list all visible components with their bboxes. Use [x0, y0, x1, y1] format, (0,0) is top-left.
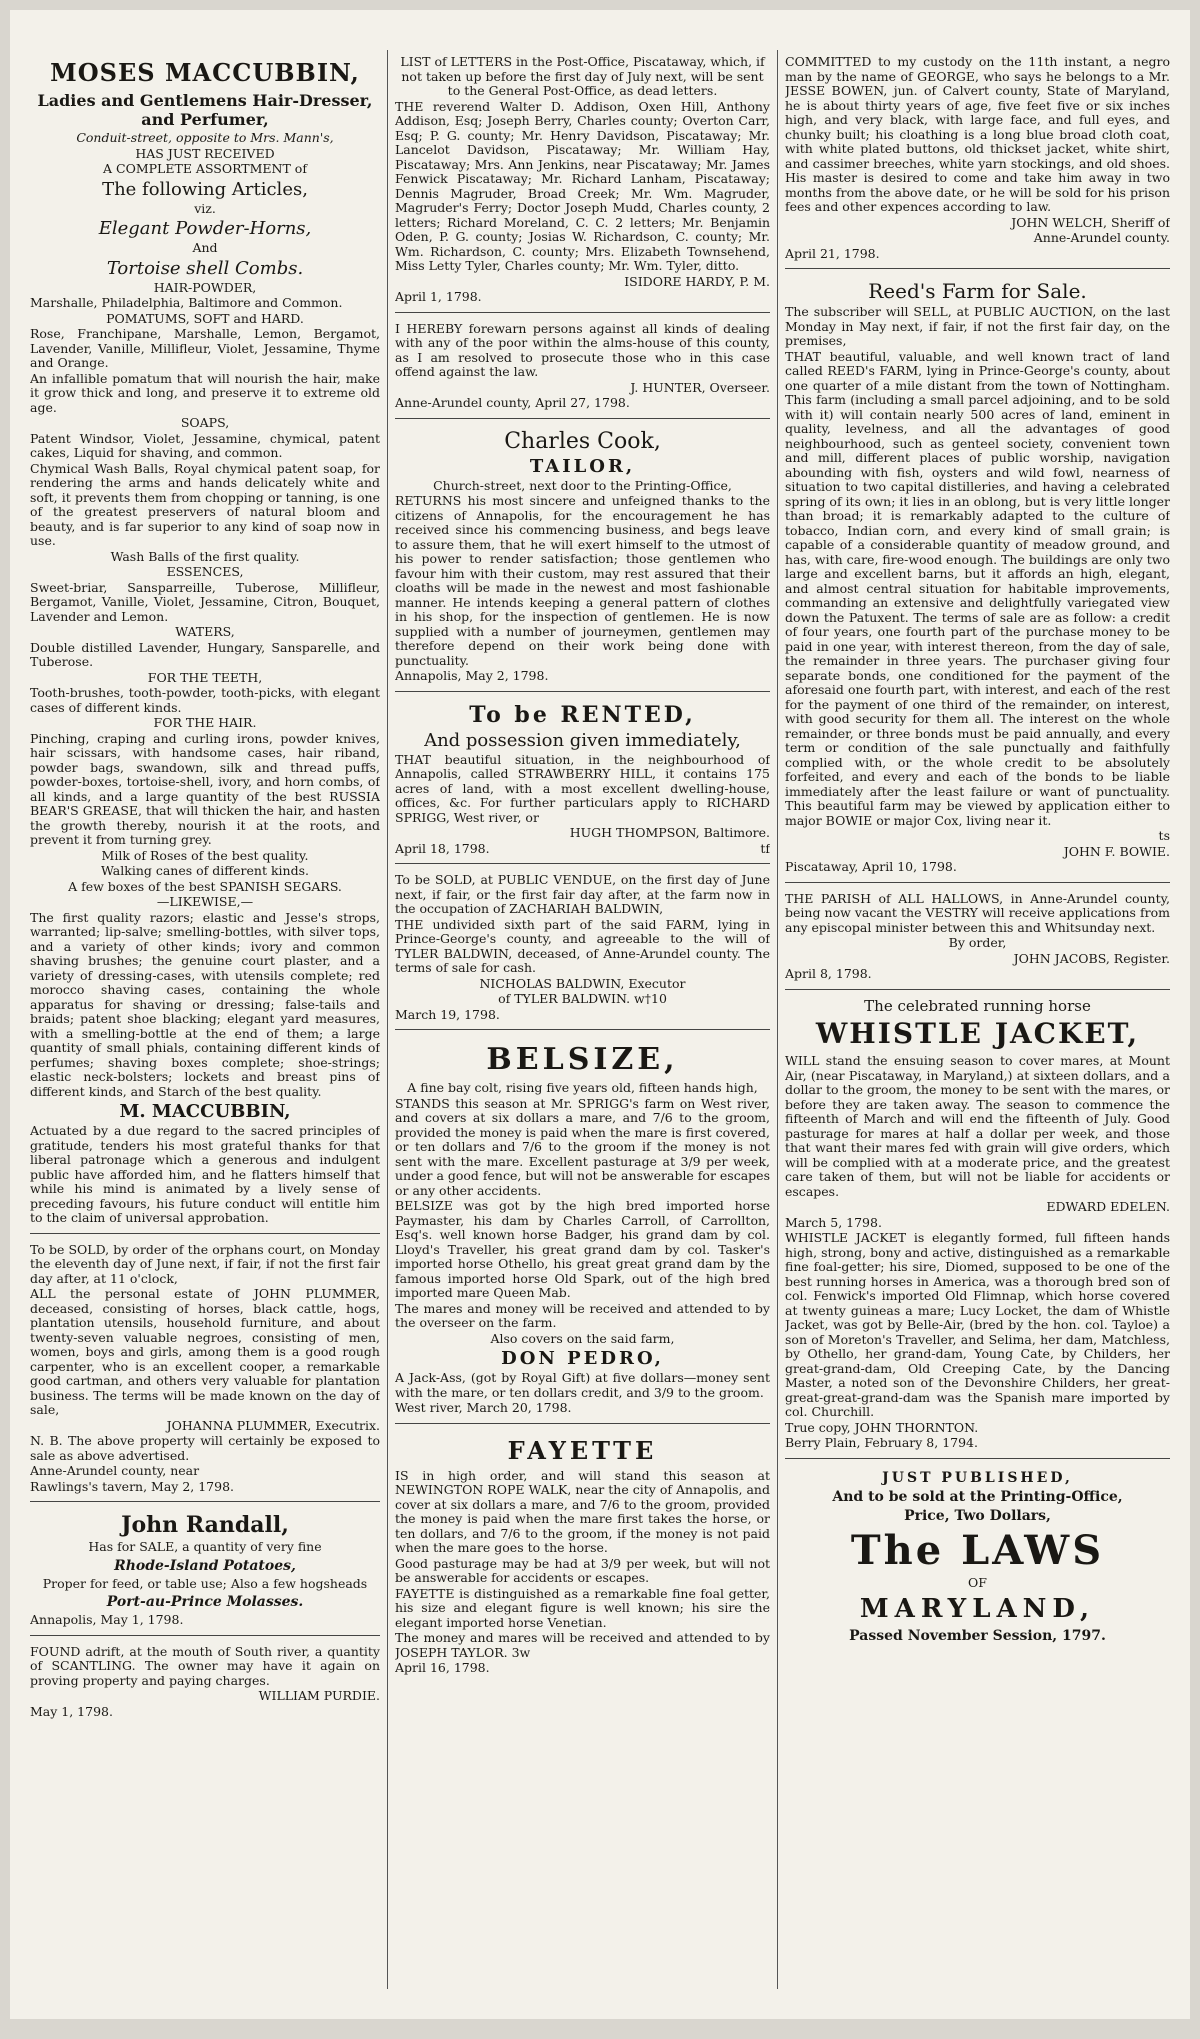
text: IS in high order, and will stand this season at NEWINGTON ROPE WALK, near the city of Annapolis, and cover at six dollars a mare, and 7/6 to the groom, provided the money is paid when the mare first takes the horse, or ten dollars, and 7/6 to the groom, if the money is not paid when the mare goes to the horse. — [395, 1467, 770, 1555]
hallows-ad — [785, 887, 1170, 990]
print-mark: w†10 — [634, 991, 667, 1006]
address: Church-street, next door to the Printing-Office, — [433, 477, 732, 493]
date: April 18, 1798. — [395, 840, 490, 856]
text: Wash Balls of the first quality. — [110, 548, 300, 564]
section-heading: WATERS, — [175, 624, 235, 639]
text: To be SOLD, by order of the orphans court, on Monday the eleventh day of June next, if fair, if not the first fair day after, at 11 o'clock, — [30, 1241, 380, 1286]
text: And — [192, 240, 218, 255]
column-rule — [387, 50, 388, 1989]
ad-subheading: A fine bay colt, rising five years old, fifteen hands high, — [407, 1080, 758, 1095]
text: WILL stand the ensuing season to cover mares, at Mount Air, (near Piscataway, in Maryland,) at sixteen dollars, and a dollar to the groom, the money to be sent with the mares, or before they are taken away. The season to commence the fifteenth of March and will end the fifteenth of July. Good pasturage for mares at half a dollar per week, and those that want their mares fed with grain will give orders, which will be complied with at a moderate price, and the greatest care taken of them, but will not be liable for accidents or escapes. — [785, 1053, 1170, 1199]
text: WHISTLE JACKET is elegantly formed, full fifteen hands high, strong, bony and active, distinguished as a remarkable fine foal-getter; his sire, Diomed, supposed to be one of the best running horses in America, was a thorough bred son of col. Fenwick's imported Old Flimnap, which horse covered at twenty guineas a mare; Lucy Locket, the dam of Whistle Jacket, was got by Belle-Air, (bred by the hon. col. Tayloe) a son of Moreton's Traveller, and Selima, her dam, Matchless, by Othello, her grand-dam, Young Cate, by Childers, her great-grand-dam, Old Creeping Cate, by the Dancing Master, a noted son of the Devonshire Childers, her great-great-great-grand-dam was the Spanish mare imported by col. Churchill. — [785, 1230, 1170, 1419]
text: True copy, — [785, 1419, 851, 1435]
signature: HUGH THOMPSON, Baltimore. — [569, 825, 770, 840]
section-heading: —LIKEWISE,— — [156, 894, 254, 909]
date: Anne-Arundel county, April 27, 1798. — [395, 395, 630, 410]
text: COMMITTED to my custody on the 11th instant, a negro man by the name of GEORGE, who says he belongs to a Mr. JESSE BOWEN, jun. of Calvert county, State of Maryland, he is about thirty years of age, five feet five or six inches high, and very black, with large face, and full eyes, and chunky built; his cloathing is a long blue broad cloth coat, with white plated buttons, old thickset jacket, white shirt, and cassimer breeches, white yarn stockings, and old shoes. His master is desired to come and take him away in two months from the above date, or he will be sold for his prison fees and other expences according to law. — [785, 54, 1170, 214]
date: Rawlings's tavern, May 2, 1798. — [30, 1478, 235, 1494]
text: viz. — [194, 200, 216, 216]
text: THE PARISH of ALL HALLOWS, in Anne-Arundel county, being now vacant the VESTRY will receive applications from any episcopal minister between this and Whitsunday next. — [785, 890, 1170, 935]
text: By order, — [948, 935, 1007, 950]
belsize-ad — [395, 1034, 770, 1424]
text: Double distilled Lavender, Hungary, Sansparelle, and Tuberose. — [30, 639, 380, 669]
text: Pinching, craping and curling irons, powder knives, hair scissars, with handsome cases, hair riband, powder bags, swandown, silk and thread puffs, powder-boxes, tortoise-shell, ivory, and horn combs, of all kinds, and a large quantity of the best RUSSIA BEAR'S GREASE, that will thicken the hair, and hasten the growth thereby, nourish it at the roots, and prevent it from turning grey. — [30, 730, 380, 847]
text: Patent Windsor, Violet, Jessamine, chymical, patent cakes, Liquid for shaving, and common. — [30, 430, 380, 460]
date: April 1, 1798. — [395, 289, 482, 304]
signature: M. MACCUBBIN, — [119, 1101, 291, 1122]
print-mark: 3w — [511, 1644, 531, 1660]
signature: NICHOLAS BALDWIN, Executor — [479, 975, 686, 991]
signature: JOHN JACOBS, Register. — [1013, 950, 1170, 966]
date: April 8, 1798. — [785, 966, 872, 981]
letters-ad — [395, 50, 770, 313]
text: ALL the personal estate of JOHN PLUMMER, deceased, consisting of horses, black cattle, hogs, plantation utensils, household furniture, and about twenty-seven valuable negroes, consisting of men, women, boys and girls, among them is a good rough carpenter, who is an excellent cooper, a remarkable good cartman, and others very valuable for plantation business. The terms will be made known on the day of sale, — [30, 1286, 380, 1417]
signature: JOHN F. BOWIE. — [1063, 843, 1170, 859]
date: West river, March 20, 1798. — [395, 1400, 572, 1415]
text: Actuated by a due regard to the sacred principles of gratitude, tenders his most grateful thanks for that liberal patronage which a generous and indulgent public have afforded him, and he flatters himself that while his mind is animated by a lively sense of preceding favours, his future conduct will entitle him to the claim of universal approbation. — [30, 1123, 380, 1225]
text: Chymical Wash Balls, Royal chymical patent soap, for rendering the arms and hands delicately white and soft, it prevents them from chopping or tanning, is one of the greatest preservers of natural bloom and beauty, and is far superior to any kind of soap now in use. — [30, 460, 380, 548]
text: Tortoise shell Combs. — [106, 257, 304, 279]
text: Anne-Arundel county, near — [30, 1463, 200, 1478]
ad-heading: WHISTLE JACKET, — [815, 1017, 1140, 1050]
column-rule — [777, 50, 778, 1989]
section-heading: POMATUMS, SOFT and HARD. — [106, 310, 304, 326]
text: Passed November Session, 1797. — [849, 1628, 1106, 1644]
ad-subheading: The celebrated running horse — [864, 996, 1091, 1015]
signature: ISIDORE HARDY, P. M. — [624, 273, 770, 289]
text: OF — [968, 1574, 987, 1590]
signature: JOHANNA PLUMMER, Executrix. — [166, 1417, 380, 1433]
text: The money and mares will be received and attended to by JOSEPH TAYLOR. — [395, 1630, 770, 1660]
section-heading: HAIR-POWDER, — [153, 279, 257, 295]
ad-heading: LIST of LETTERS in the Post-Office, Piscataway, which, if not taken up before the first day of July next, will be sent to the General Post-Office, as dead letters. — [400, 54, 765, 98]
text: Tooth-brushes, tooth-powder, tooth-picks, with elegant cases of different kinds. — [30, 685, 380, 715]
text: Milk of Roses of the best quality. — [101, 847, 309, 863]
text: Good pasturage may be had at 3/9 per week, but will not be answerable for accidents or escapes. — [395, 1555, 770, 1585]
newspaper-page — [10, 10, 1190, 2019]
text: THAT beautiful, valuable, and well known tract of land called REED's FARM, lying in Prince-George's county, about one quarter of a mile distant from the town of Nottingham. This farm (including a small parcel adjoining, and to be sold with it) will contain nearly 500 acres of land, eminent in quality, levelness, and all the advantages of good neighbourhood, such as genteel society, convenient town and mill, different places of public worship, navigation abounding with fish, oysters and wild fowl, nearness of situation to two capital distilleries, and having a celebrated spring of its own; it lies in an oblong, but is very little longer than broad; it is remarkably adapted to the culture of tobacco, Indian corn, and every kind of small grain; is capable of a considerable quantity of meadow ground, and has, with care, fire-wood enough. The buildings are only two large and excellent barns, but it affords an high, elegant, and almost central situation for habitable improvements, commanding an extensive and delightfully variegated view down the Patuxent. The terms of sale are as follow: a credit of four years, one fourth part of the purchase money to be paid in one year, with interest thereon, from the day of sale, the remainder in three years. The purchaser giving four separate bonds, one conditioned for the payment of the aforesaid one fourth part, with interest, and each of the rest for the payment of one third of the remainder, on interest, with good security for them all. The interest on the whole remainder, or three bonds must be paid annually, and every term or condition of the sale punctually and faithfully complied with, or the whole credit to be absolutely forfeited, and every and each of the bonds to be liable immediately after the least failure or want of punctuality. This beautiful farm may be viewed by application either to major BOWIE or major Cox, living near it. — [785, 348, 1170, 828]
text: Price, Two Dollars, — [904, 1507, 1051, 1524]
signature: Anne-Arundel county. — [1033, 230, 1170, 245]
book-title: MARYLAND, — [859, 1594, 1096, 1624]
text: A COMPLETE ASSORTMENT of — [103, 161, 307, 176]
signature: JOHN THORNTON. — [854, 1419, 979, 1435]
ad-heading: DON PEDRO, — [501, 1348, 664, 1369]
ad-subheading: Ladies and Gentlemens Hair-Dresser, and Perfumer, — [37, 91, 373, 129]
baldwin-ad — [395, 868, 770, 1030]
text: The mares and money will be received and attended to by the overseer on the farm. — [395, 1300, 770, 1330]
text: I HEREBY forewarn persons against all kinds of dealing with any of the poor within the alms-house of this county, as I am resolved to prosecute those who in this case offend against the law. — [395, 320, 770, 379]
text: Has for SALE, a quantity of very fine — [88, 1539, 322, 1554]
date: April 21, 1798. — [785, 245, 880, 261]
committed-ad — [785, 50, 1170, 269]
signature: JOHN WELCH, Sheriff of — [1011, 214, 1170, 230]
ad-heading: Charles Cook, — [504, 428, 661, 454]
plummer-ad — [30, 1238, 380, 1503]
date: Berry Plain, February 8, 1794. — [785, 1435, 978, 1450]
text: To be SOLD, at PUBLIC VENDUE, on the first day of June next, if fair, or the first fair day after, at the farm now in the occupation of ZACHARIAH BALDWIN, — [395, 872, 770, 916]
date: Piscataway, April 10, 1798. — [785, 859, 957, 874]
rented-ad — [395, 696, 770, 865]
text: THE undivided sixth part of the said FARM, lying in Prince-George's county, and agreeable to the will of TYLER BALDWIN, deceased, of Anne-Arundel county. The terms of sale for cash. — [395, 916, 770, 975]
ad-heading: Reed's Farm for Sale. — [868, 279, 1087, 303]
column-3 — [785, 50, 1170, 1989]
cook-ad — [395, 423, 770, 692]
ad-subheading: TAILOR, — [529, 455, 636, 477]
date: Annapolis, May 2, 1798. — [395, 668, 549, 683]
text: Also covers on the said farm, — [490, 1330, 675, 1346]
text: THAT beautiful situation, in the neighbourhood of Annapolis, called STRAWBERRY HILL, it contains 175 acres of land, with a most excellent dwelling-house, offices, &c. For further particulars apply to RICHARD SPRIGG, West river, or — [395, 751, 770, 825]
hunter-ad — [395, 317, 770, 419]
section-heading: SOAPS, — [180, 415, 230, 430]
text: The following Articles, — [102, 178, 308, 200]
purdie-ad — [30, 1640, 380, 1727]
print-mark: tf — [760, 840, 770, 856]
text: A Jack-Ass, (got by Royal Gift) at five dollars—money sent with the mare, or ten dollars credit, and 3/9 to the groom. — [395, 1370, 770, 1400]
ad-heading: MOSES MACCUBBIN, — [50, 58, 360, 87]
text: An infallible pomatum that will nourish the hair, make it grow thick and long, and preserve it to extreme old age. — [30, 370, 380, 415]
text: A few boxes of the best SPANISH SEGARS. — [68, 878, 342, 894]
signature: WILLIAM PURDIE. — [258, 1688, 380, 1703]
address: Conduit-street, opposite to Mrs. Mann's, — [76, 130, 334, 145]
date: April 16, 1798. — [395, 1660, 490, 1675]
date: March 19, 1798. — [395, 1006, 500, 1022]
text: Rhode-Island Potatoes, — [114, 1557, 296, 1574]
date: Annapolis, May 1, 1798. — [30, 1612, 184, 1627]
text: RETURNS his most sincere and unfeigned thanks to the citizens of Annapolis, for the encouragement he has received since his commencing business, and begs leave to assure them, that he will exert himself to the utmost of his power to render satisfaction; those gentlemen who favour him with their custom, may rest assured that their cloaths will be made in the newest and most fashionable manner. He intends keeping a general pattern of clothes in his shop, for the inspection of gentlemen. He is now supplied with a number of journeymen, gentlemen may therefore depend on their work being done with punctuality. — [395, 493, 770, 668]
signature: EDWARD EDELEN. — [1046, 1199, 1170, 1214]
text: FAYETTE is distinguished as a remarkable fine foal getter, his size and elegant figure is well known; his sire the elegant imported horse Venetian. — [395, 1585, 770, 1630]
ad-heading: John Randall, — [121, 1512, 289, 1538]
ad-subheading: And possession given immediately, — [424, 729, 741, 751]
text: THE reverend Walter D. Addison, Oxen Hill, Anthony Addison, Esq; Joseph Berry, Charles county; Overton Carr, Esq; P. G. county; Mr. Henry Davidson, Piscataway; Mr. Lancelot Davidson, Piscataway; Mr. William Hay, Piscataway; Mrs. Ann Jenkins, near Piscataway; Mr. James Fenwick Piscataway; Mr. Richard Lanham, Piscataway; Dennis Magruder, Broad Creek; Mr. Wm. Magruder, Magruder's Ferry; Doctor Joseph Mudd, Charles county, 2 letters; Richard Moreland, C. C. 2 letters; Mr. Benjamin Oden, P. G. county; Josias W. Richardson, C. county; Mr. Wm. Richardson, C. county; Mrs. Elizabeth Townsehend, Miss Letty Tyler, Charles county; Mr. Wm. Tyler, ditto. — [395, 98, 770, 273]
text: The first quality razors; elastic and Jesse's strops, warranted; lip-salve; smelling-bottles, with silver tops, and a variety of other kinds; ivory and common shaving brushes; the genuine court plaster, and a variety of dressing-cases, with utensils complete; red morocco shaving cases, containing the whole apparatus for shaving or dressing; false-tails and braids; patent shoe blacking; elegant yard measures, with a smelling-bottle at the end of them; a large quantity of small phials, containing different kinds of perfumes; shaving boxes complete; shoe-strings; elastic neck-bolsters; lockets and breast pins of different kinds, and Starch of the best quality. — [30, 909, 380, 1099]
section-heading: FOR THE TEETH, — [147, 669, 263, 685]
ad-heading: FAYETTE — [507, 1435, 658, 1465]
randall-ad — [30, 1506, 380, 1636]
print-mark: ts — [1158, 828, 1170, 843]
maccubbin-ad — [30, 50, 380, 1234]
laws-ad — [785, 1463, 1170, 1654]
column-2 — [395, 50, 770, 1989]
ad-heading: BELSIZE, — [486, 1042, 679, 1077]
ad-heading: To be RENTED, — [469, 701, 696, 728]
ad-heading: JUST PUBLISHED, — [882, 1469, 1073, 1486]
text: HAS JUST RECEIVED — [135, 145, 275, 161]
text: Marshalle, Philadelphia, Baltimore and Common. — [30, 295, 343, 310]
text: Proper for feed, or table use; Also a few hogsheads — [42, 1575, 368, 1591]
section-heading: FOR THE HAIR. — [153, 715, 257, 730]
text: N. B. The above property will certainly be exposed to sale as above advertised. — [30, 1433, 380, 1463]
signature: of TYLER BALDWIN. — [498, 991, 631, 1006]
fayette-ad — [395, 1428, 770, 1683]
reed-ad — [785, 273, 1170, 883]
whistle-jacket-ad — [785, 994, 1170, 1459]
date: May 1, 1798. — [30, 1703, 113, 1719]
text: STANDS this season at Mr. SPRIGG's farm on West river, and covers at six dollars a mare, and 7/6 to the groom, provided the money is paid when the mare is first covered, or ten dollars and 7/6 to the groom if the money is not sent with the mare. Excellent pasturage at 3/9 per week, under a good fence, but will not be answerable for escapes or any other accidents. — [395, 1095, 770, 1198]
text: And to be sold at the Printing-Office, — [832, 1488, 1123, 1505]
text: Walking canes of different kinds. — [101, 863, 309, 878]
text: Elegant Powder-Horns, — [98, 218, 312, 239]
date: March 5, 1798. — [785, 1214, 882, 1230]
section-heading: ESSENCES, — [166, 564, 244, 579]
text: The subscriber will SELL, at PUBLIC AUCTION, on the last Monday in May next, if fair, if not the first fair day, on the premises, — [785, 304, 1170, 348]
signature: J. HUNTER, Overseer. — [630, 379, 770, 395]
text: BELSIZE was got by the high bred imported horse Paymaster, his dam by Charles Carroll, of Carrollton, Esq's. well known horse Badger, his grand dam by col. Lloyd's Traveller, his great grand dam by col. Tasker's imported horse Othello, his great great grand dam by the famous imported horse Old Spark, out of the high bred imported mare Queen Mab. — [395, 1198, 770, 1300]
text: FOUND adrift, at the mouth of South river, a quantity of SCANTLING. The owner may have it again on proving property and paying charges. — [30, 1643, 380, 1688]
text: Rose, Franchipane, Marshalle, Lemon, Bergamot, Lavender, Vanille, Millifleur, Violet, Jessamine, Thyme and Orange. — [30, 326, 380, 370]
text: Port-au-Prince Molasses. — [106, 1594, 304, 1610]
text: Sweet-briar, Sansparreille, Tuberose, Millifleur, Bergamot, Vanille, Violet, Jessamine, Citron, Bouquet, Lavender and Lemon. — [30, 579, 380, 624]
book-title: The LAWS — [850, 1526, 1105, 1574]
column-1 — [30, 50, 380, 1989]
